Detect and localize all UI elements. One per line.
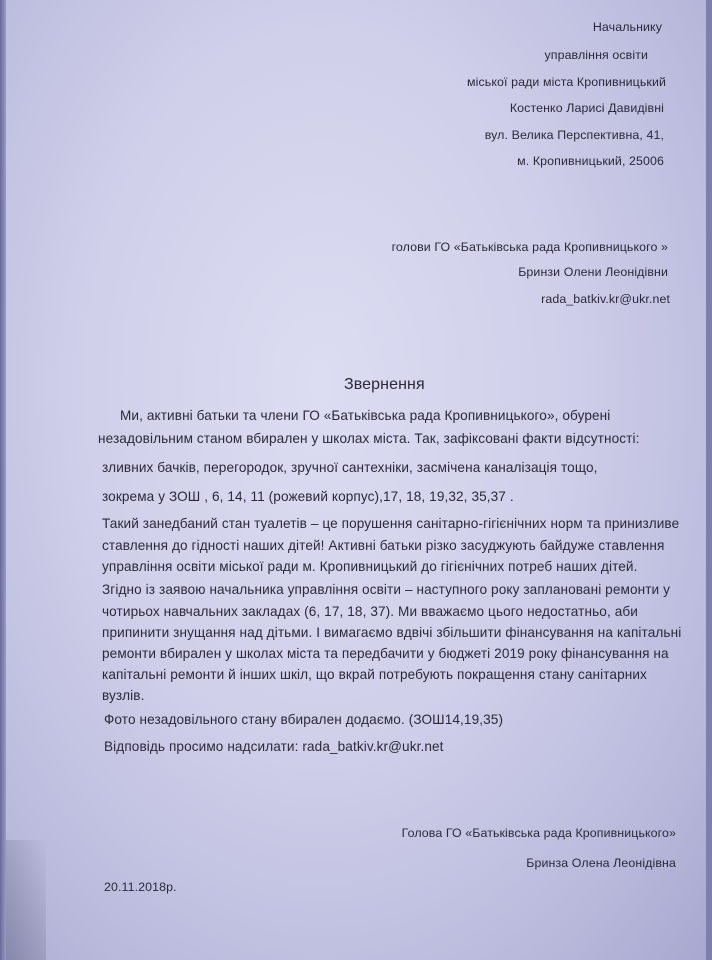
signature-position: Голова ГО «Батьківська рада Кропивницького» xyxy=(401,826,676,840)
recipient-line-2: управління освіти xyxy=(544,48,648,62)
recipient-line-6: м. Кропивницький, 25006 xyxy=(517,154,664,168)
recipient-line-5: вул. Велика Перспективна, 41, xyxy=(484,128,664,142)
paragraph-1-line-2: незадовільним станом вбирален у школах міста. Так, зафіксовані факти відсутності: xyxy=(98,431,640,446)
paragraph-5-line-6: вузлів. xyxy=(102,688,145,703)
signature-name: Бринза Олена Леонідівна xyxy=(526,856,676,870)
recipient-line-1: Начальнику xyxy=(592,20,662,34)
corner-shadow xyxy=(6,840,46,960)
paragraph-6: Фото незадовільного стану вбирален додаємо. (ЗОШ14,19,35) xyxy=(104,712,504,727)
recipient-line-4: Костенко Ларисі Давидівні xyxy=(509,101,664,115)
paragraph-3: зокрема у ЗОШ , 6, 14, 11 (рожевий корпус),17, 18, 19,32, 35,37 . xyxy=(102,489,514,504)
recipient-line-3: міської ради міста Кропивницький xyxy=(467,75,666,89)
paragraph-4-line-2: ставлення до гідності наших дітей! Активні батьки різко засуджують байдуже ставлення xyxy=(102,538,665,553)
paragraph-5-line-4: ремонти вбирален у школах міста та передбачити у бюджеті 2019 року фінансування на xyxy=(102,646,669,661)
paragraph-4-line-3: управління освіти міської ради м. Кропивницький до гігієнічних потреб наших дітей. xyxy=(102,559,638,574)
document-page xyxy=(6,0,706,960)
paragraph-4-line-1: Такий занедбаний стан туалетів – це порушення санітарно-гігієнічних норм та принизливе xyxy=(102,516,680,531)
paragraph-7: Відповідь просимо надсилати: rada_batkiv.kr@ukr.net xyxy=(104,739,444,754)
sender-email: rada_batkiv.kr@ukr.net xyxy=(541,292,670,306)
paragraph-5-line-1: Згідно із заявою начальника управління освіти – наступного року заплановані ремонти у xyxy=(102,582,671,597)
page-edge-shadow xyxy=(0,0,6,960)
sender-line-1: голови ГО «Батьківська рада Кропивницького » xyxy=(391,240,668,254)
paragraph-2: зливних бачків, перегородок, зручної сантехніки, засмічена каналізація тощо, xyxy=(102,460,598,475)
sender-line-2: Бринзи Олени Леонідівни xyxy=(518,265,668,279)
paragraph-5-line-5: капітальні ремонти й інших шкіл, що вкрай потребують покращення стану санітарних xyxy=(102,667,647,682)
paragraph-1-line-1: Ми, активні батьки та члени ГО «Батьківська рада Кропивницького», обурені xyxy=(120,408,611,423)
paragraph-5-line-3: припинити знущання над дітьми. І вимагаємо вдвічі збільшити фінансування на капітальні xyxy=(102,625,682,640)
document-title: Звернення xyxy=(344,376,425,393)
signature-date: 20.11.2018р. xyxy=(104,880,177,894)
paragraph-5-line-2: чотирьох навчальних закладах (6, 17, 18, 37). Ми вважаємо цього недостатньо, аби xyxy=(102,604,638,619)
